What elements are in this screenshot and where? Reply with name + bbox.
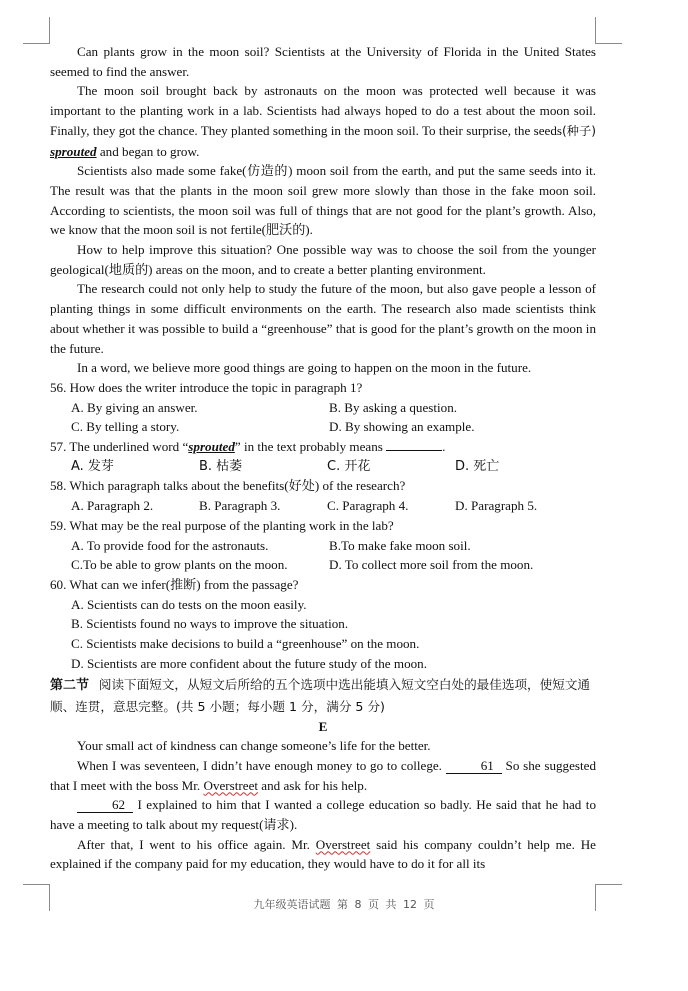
blank-62: 62 [77, 797, 133, 813]
crop-mark-bottom-right-horizontal [595, 884, 622, 885]
question-57-stem: 57. The underlined word “sprouted” in the text probably means . [50, 439, 446, 455]
passage-d-paragraph-6: In a word, we believe more good things are going to happen on the moon in the future. [77, 360, 532, 376]
question-56-options-row-2 [50, 417, 596, 437]
crop-mark-bottom-left-horizontal [23, 884, 50, 885]
question-59-stem: 59. What may be the real purpose of the planting work in the lab? [50, 517, 394, 533]
passage-e-paragraph-2: When I was seventeen, I didn’t have enough money to go to college. 61 So she suggested that I meet with the boss Mr. Overstreet and ask for his help. [50, 757, 596, 793]
question-60-option-c: C. Scientists make decisions to build a “greenhouse” on the moon. [71, 636, 420, 652]
page-content [50, 42, 596, 874]
passage-e-paragraph-1: Your small act of kindness can change someone’s life for the better. [77, 738, 431, 754]
question-56-stem: 56. How does the writer introduce the topic in paragraph 1? [50, 379, 363, 395]
crop-mark-top-right-horizontal [595, 43, 622, 44]
passage-e-letter: E [318, 718, 328, 734]
question-59-option-c: C.To be able to grow plants on the moon. [71, 557, 288, 573]
passage-e-paragraph-3: 62 I explained to him that I wanted a college education so badly. He said that he had to have a meeting to talk about my request(请求). [50, 797, 596, 833]
question-58-stem: 58. Which paragraph talks about the benefits(好处) of the research? [50, 478, 406, 494]
question-57-options [50, 457, 596, 477]
passage-d-paragraph-4: How to help improve this situation? One possible way was to choose the soil from the younger geological(地质的) areas on the moon, and to create a better planting environment. [50, 242, 596, 277]
question-56-options-row-1 [50, 398, 596, 418]
question-56-option-b: B. By asking a question. [329, 399, 458, 415]
question-60-option-a: A. Scientists can do tests on the moon easily. [71, 596, 307, 612]
question-58-option-c: C. Paragraph 4. [327, 498, 409, 514]
question-57-underlined-word: sprouted [188, 439, 235, 455]
question-57-answer-blank [386, 450, 442, 451]
section-heading [50, 674, 596, 717]
question-59-option-d: D. To collect more soil from the moon. [329, 557, 534, 573]
blank-61: 61 [446, 758, 502, 774]
name-overstreet: Overstreet [203, 777, 259, 793]
question-57-option-c: C. 开花 [327, 458, 371, 474]
question-57-option-d: D. 死亡 [455, 458, 500, 474]
crop-mark-top-left-horizontal [23, 43, 50, 44]
passage-d-paragraph-2: The moon soil brought back by astronauts on the moon was protected well because it was important to the planting work in a lab. Scientists had always hoped to do a test about the moon soil. Finally, they got the chance. They planted something in the moon soil. To their surprise, the seeds(种子) sprouted and began to grow. [50, 83, 596, 159]
passage-d-paragraph-3: Scientists also made some fake(仿造的) moon soil from the earth, and put the same seeds into it. The result was that the plants in the moon soil grew more slowly than those in the fake moon soil. According to scientists, the moon soil was full of things that are not good for the plant’s growth. Also, we know that the moon soil is not fertile(肥沃的). [50, 163, 596, 238]
crop-mark-top-right-vertical [595, 17, 596, 44]
section-instructions: 阅读下面短文，从短文后所给的五个选项中选出能填入短文空白处的最佳选项，使短文通顺、连贯，意思完整。(共 5 小题；每小题 1 分，满分 5 分) [50, 676, 590, 714]
question-57-option-a: A. 发芽 [71, 458, 114, 474]
underlined-word-sprouted: sprouted [50, 143, 97, 159]
section-title: 第二节 [50, 677, 90, 693]
question-59-option-b: B.To make fake moon soil. [329, 537, 471, 553]
passage-d-paragraph-1: Can plants grow in the moon soil? Scientists at the University of Florida in the United States seemed to find the answer. [50, 44, 596, 79]
question-56-option-c: C. By telling a story. [71, 419, 180, 435]
page-footer: 九年级英语试题 第 8 页 共 12 页 [253, 898, 435, 911]
question-60-option-d: D. Scientists are more confident about the future study of the moon. [71, 655, 427, 671]
name-overstreet-2: Overstreet [315, 836, 371, 852]
crop-mark-top-left-vertical [49, 17, 50, 44]
question-60-option-b: B. Scientists found no ways to improve the situation. [71, 616, 349, 632]
question-58-option-a: A. Paragraph 2. [71, 498, 154, 514]
question-60-stem: 60. What can we infer(推断) from the passage? [50, 576, 299, 592]
passage-d-paragraph-5: The research could not only help to study the future of the moon, but also gave people a lesson of planting things in some difficult environments on the earth. The research also made scientists think about whether it was possible to build a “greenhouse” that is good for the plant’s growth on the moon in the future. [50, 281, 596, 356]
question-58-option-d: D. Paragraph 5. [455, 498, 538, 514]
question-59-options-row-1 [50, 536, 596, 556]
question-58-option-b: B. Paragraph 3. [199, 498, 281, 514]
question-59-options-row-2 [50, 555, 596, 575]
question-57-option-b: B. 枯萎 [199, 458, 243, 474]
question-59-option-a: A. To provide food for the astronauts. [71, 537, 269, 553]
question-56-option-a: A. By giving an answer. [71, 399, 198, 415]
passage-e-paragraph-4: After that, I went to his office again. Mr. Overstreet said his company couldn’t help me. He explained if the company paid for my education, they would have to do it for all its [50, 836, 596, 872]
question-58-options [50, 496, 596, 516]
question-56-option-d: D. By showing an example. [329, 419, 475, 435]
